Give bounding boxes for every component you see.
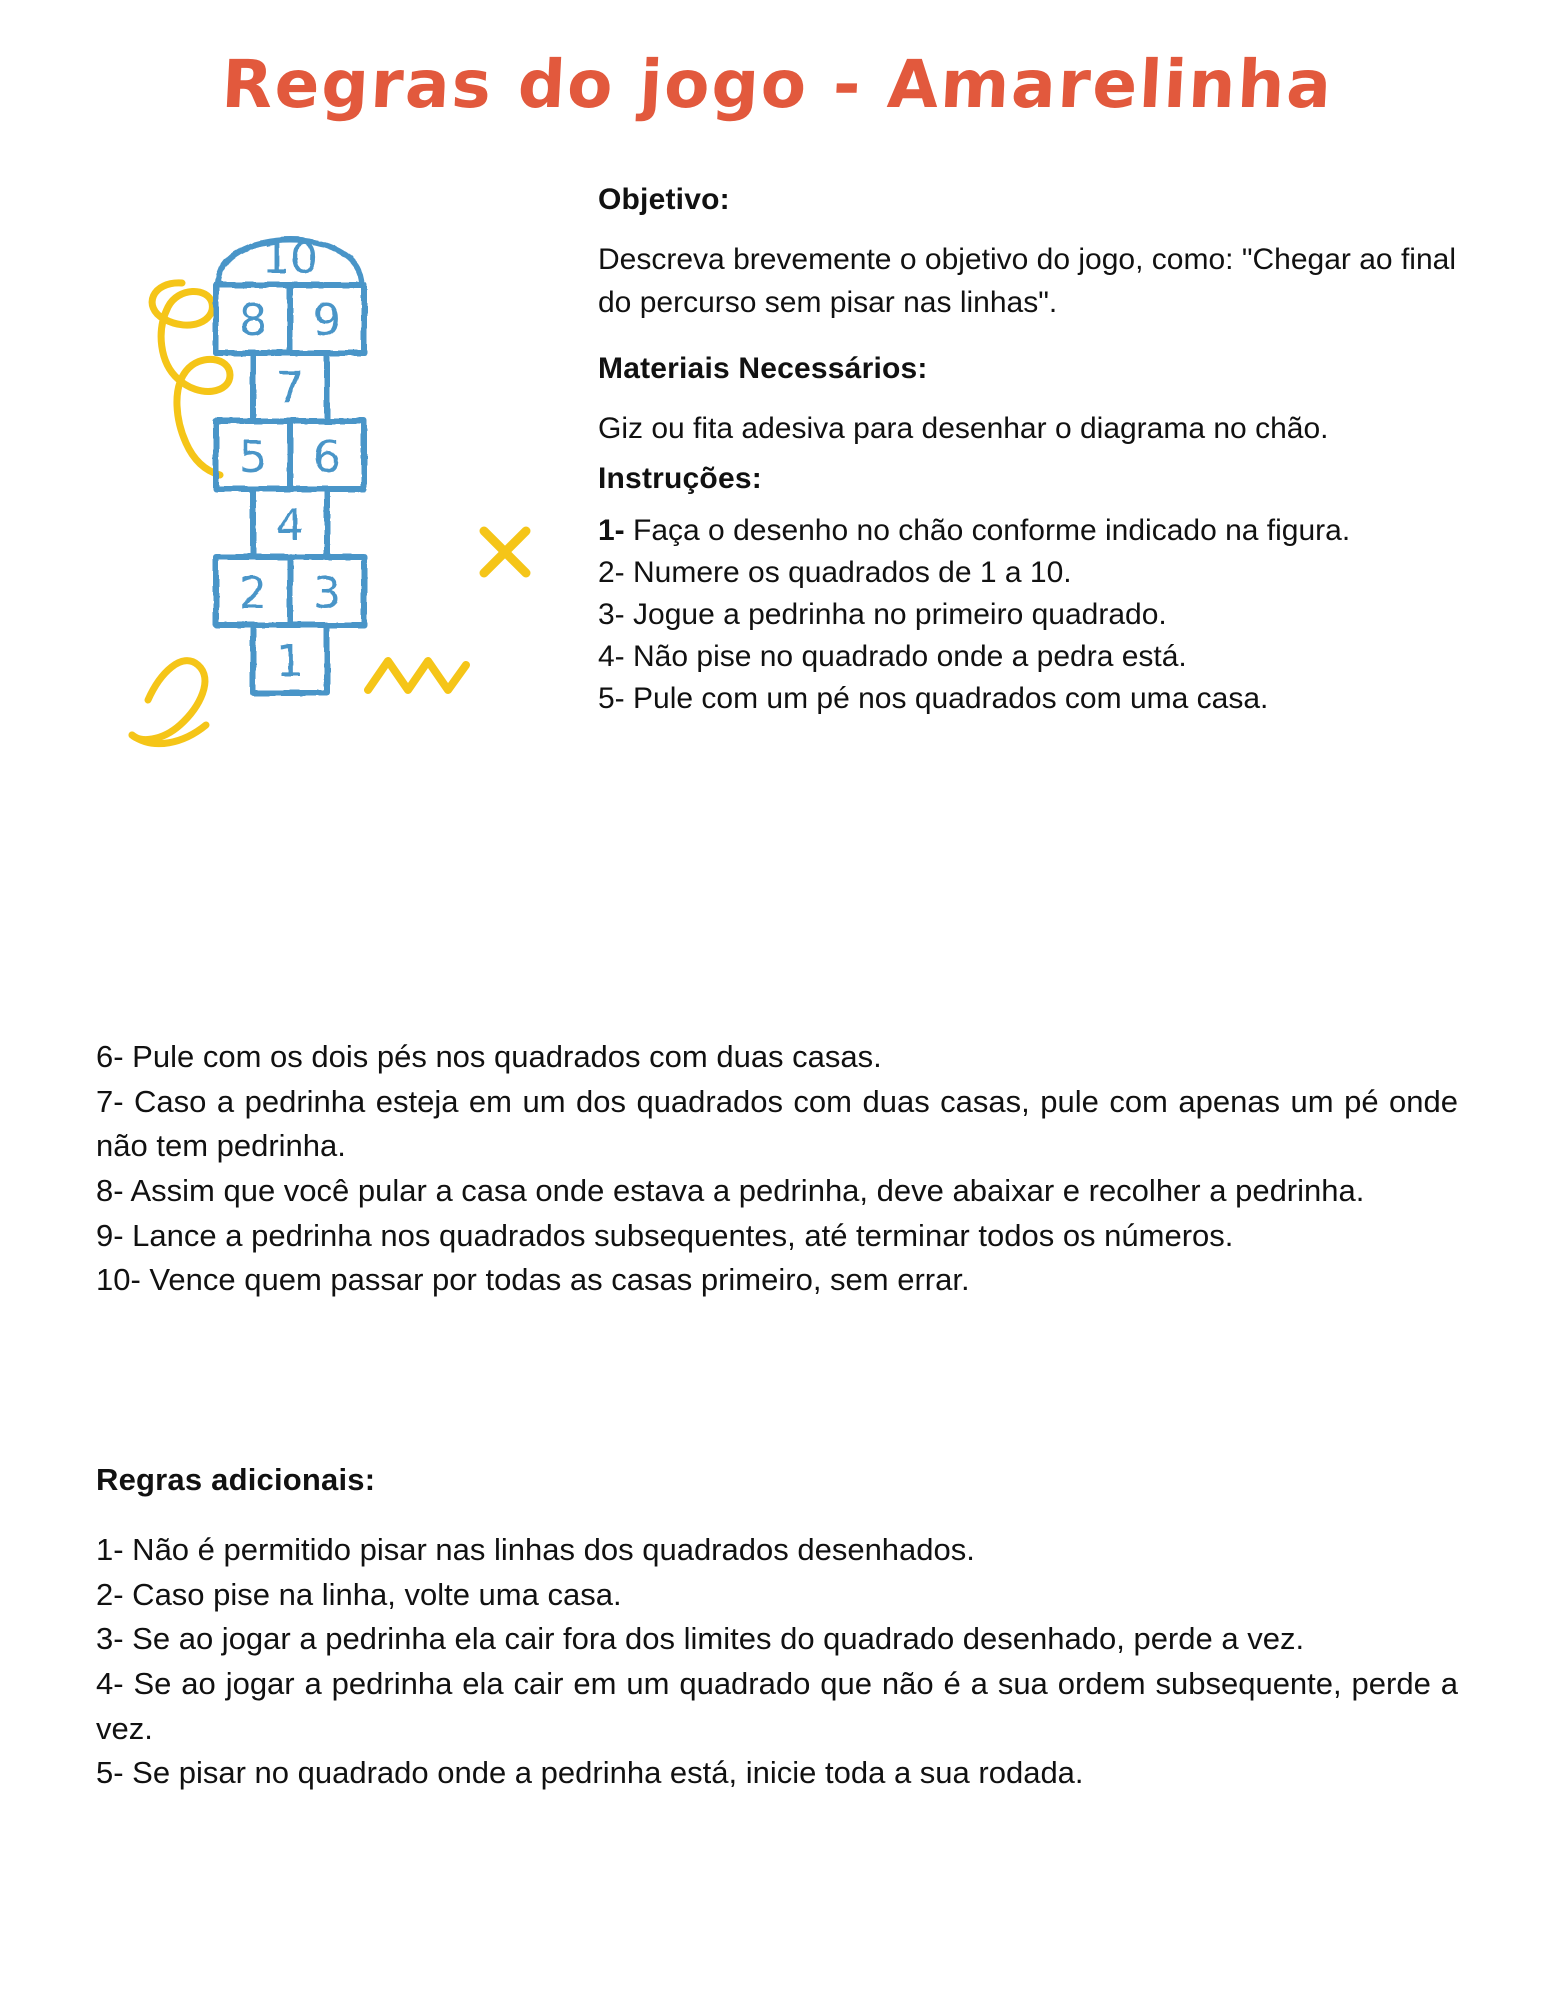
doodle-x-icon — [484, 531, 526, 573]
instrucao-step-9: 9- Lance a pedrinha nos quadrados subsequentes, até terminar todos os números. — [96, 1217, 1234, 1253]
cell-4: 4 — [276, 500, 304, 551]
instrucoes-steps-column — [598, 510, 1456, 720]
instrucoes-heading: Instruções: — [598, 461, 762, 495]
regra-adicional-4: 4- Se ao jogar a pedrinha ela cair em um quadrado que não é a sua ordem subsequente, perde a vez. — [96, 1665, 1458, 1746]
regra-adicional-5: 5- Se pisar no quadrado onde a pedrinha está, inicie toda a sua rodada. — [96, 1755, 1084, 1791]
materiais-body: Giz ou fita adesiva para desenhar o diagrama no chão. — [598, 411, 1329, 445]
objetivo-heading: Objetivo: — [598, 183, 730, 216]
instrucao-step-10: 10- Vence quem passar por todas as casas primeiro, sem errar. — [96, 1262, 970, 1298]
instrucoes-steps-full — [96, 1035, 1458, 1303]
doodle-loop-icon — [132, 661, 206, 744]
step-1-text: Faça o desenho no chão conforme indicado na figura. — [624, 513, 1351, 547]
page-title: Regras do jogo - Amarelinha — [219, 46, 1336, 123]
regra-adicional-2: 2- Caso pise na linha, volte uma casa. — [96, 1576, 622, 1612]
cell-3: 3 — [313, 568, 341, 619]
instrucao-step-4: 4- Não pise no quadrado onde a pedra está. — [598, 639, 1187, 673]
cell-9: 9 — [313, 295, 341, 346]
instrucao-step-8: 8- Assim que você pular a casa onde estava a pedrinha, deve abaixar e recolher a pedrinha. — [96, 1172, 1365, 1208]
cell-2: 2 — [239, 568, 267, 619]
cell-5: 5 — [239, 432, 267, 483]
instrucao-step-1 — [598, 510, 1456, 552]
cell-7: 7 — [276, 363, 304, 414]
instrucao-step-3: 3- Jogue a pedrinha no primeiro quadrado. — [598, 597, 1167, 631]
step-1-number: 1- — [598, 513, 625, 547]
cell-10: 10 — [262, 233, 318, 284]
objetivo-body: Descreva brevemente o objetivo do jogo, como: "Chegar ao final do percurso sem pisar nas linhas". — [598, 243, 1456, 319]
regra-adicional-3: 3- Se ao jogar a pedrinha ela cair fora dos limites do quadrado desenhado, perde a vez. — [96, 1621, 1305, 1657]
regra-adicional-1: 1- Não é permitido pisar nas linhas dos quadrados desenhados. — [96, 1532, 975, 1567]
cell-1: 1 — [276, 636, 304, 687]
cell-6: 6 — [313, 432, 341, 483]
materiais-heading: Materiais Necessários: — [598, 351, 928, 385]
regras-adicionais-heading: Regras adicionais: — [96, 1462, 376, 1497]
regras-adicionais-list — [96, 1528, 1458, 1796]
instrucao-step-7: 7- Caso a pedrinha esteja em um dos quadrados com duas casas, pule com apenas um pé onde não tem pedrinha. — [96, 1083, 1458, 1164]
cell-8: 8 — [239, 295, 267, 346]
right-text-column — [598, 182, 1456, 720]
instrucao-step-6: 6- Pule com os dois pés nos quadrados com duas casas. — [96, 1039, 882, 1074]
hopscotch-diagram — [120, 195, 580, 885]
instrucao-step-5: 5- Pule com um pé nos quadrados com uma casa. — [598, 681, 1269, 715]
doodle-zigzag-icon — [368, 661, 466, 690]
instrucao-step-2: 2- Numere os quadrados de 1 a 10. — [598, 555, 1072, 589]
